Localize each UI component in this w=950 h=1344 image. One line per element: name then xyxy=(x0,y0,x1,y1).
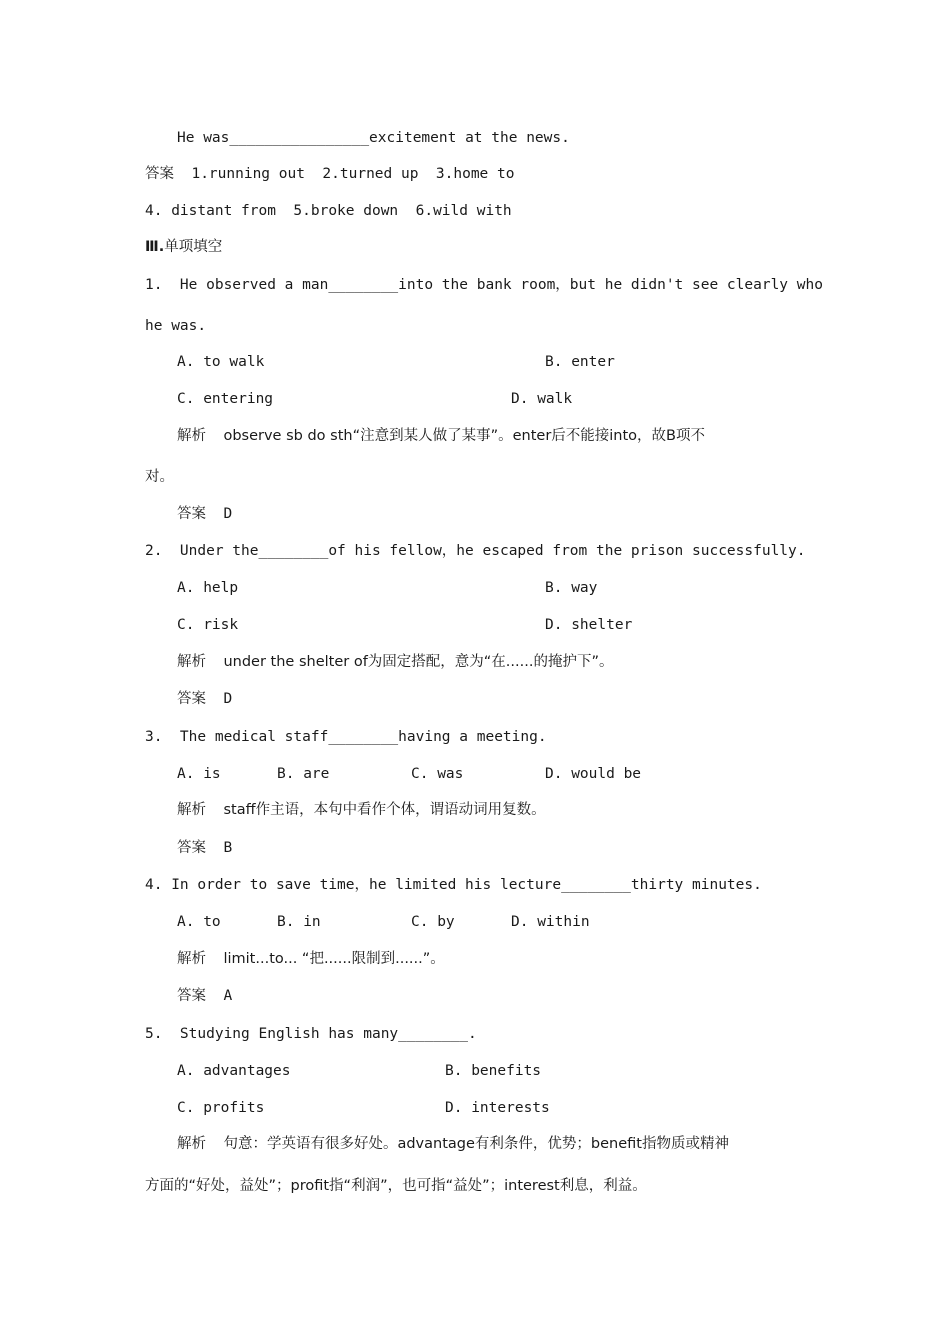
q1-analysis-line-1 xyxy=(177,426,705,446)
q5-analysis-line-2: 方面的“好处，益处”；profit指“利润”，也可指“益处”；interest利息，利益。 xyxy=(145,1178,647,1194)
analysis-text: 句意：学英语有很多好处。advantage有利条件，优势；benefit指物质或精神 xyxy=(223,1136,729,1152)
answer-text: 1.running out 2.turned up 3.home to xyxy=(191,166,515,182)
q5-stem-line-1: 5. Studying English has many________. xyxy=(145,1026,477,1042)
q2-stem-line-1: 2. Under the________of his fellow，he escaped from the prison successfully. xyxy=(145,543,806,559)
section-heading xyxy=(145,237,222,257)
q3-stem-line-1: 3. The medical staff________having a meeting. xyxy=(145,729,547,745)
q3-analysis-line-1 xyxy=(177,800,546,820)
q3-option-c: C. was xyxy=(411,766,464,782)
section-roman: Ⅲ. xyxy=(145,239,165,255)
q1-analysis-line-2: 对。 xyxy=(145,469,174,485)
q4-option-d: D. within xyxy=(511,914,590,930)
q4-answer xyxy=(177,986,232,1006)
q2-analysis-line-1 xyxy=(177,652,613,672)
q2-option-a: A. help xyxy=(177,580,239,596)
q1-option-d: D. walk xyxy=(511,391,573,407)
analysis-text: staff作主语，本句中看作个体，谓语动词用复数。 xyxy=(223,802,546,818)
q5-analysis-line-1 xyxy=(177,1134,729,1154)
q2-option-d: D. shelter xyxy=(545,617,633,633)
answer-label: 答案 xyxy=(177,840,206,856)
q5-option-b: B. benefits xyxy=(445,1063,542,1079)
q2-answer xyxy=(177,689,232,709)
answer-value: A xyxy=(223,988,233,1004)
q5-option-c: C. profits xyxy=(177,1100,265,1116)
q3-option-a: A. is xyxy=(177,766,221,782)
answer-label: 答案 xyxy=(177,691,206,707)
q4-analysis-line-1 xyxy=(177,949,445,969)
analysis-text: under the shelter of为固定搭配，意为“在......的掩护下”。 xyxy=(223,654,614,670)
q3-option-b: B. are xyxy=(277,766,330,782)
answer-value: B xyxy=(223,840,233,856)
q4-stem-line-1: 4. In order to save time，he limited his lecture________thirty minutes. xyxy=(145,877,762,893)
q1-stem-line-1: 1. He observed a man________into the bank room，but he didn't see clearly who xyxy=(145,277,823,293)
q1-answer xyxy=(177,504,232,524)
q1-option-b: B. enter xyxy=(545,354,615,370)
analysis-text: limit...to... “把......限制到......”。 xyxy=(223,951,445,967)
answer-label: 答案 xyxy=(145,166,174,182)
prev-answer-line-1 xyxy=(145,164,514,184)
q1-option-c: C. entering xyxy=(177,391,274,407)
analysis-label: 解析 xyxy=(177,802,206,818)
q4-option-b: B. in xyxy=(277,914,321,930)
q1-option-a: A. to walk xyxy=(177,354,265,370)
prev-sentence: He was________________excitement at the news. xyxy=(177,130,570,146)
q5-option-d: D. interests xyxy=(445,1100,550,1116)
q1-stem-line-2: he was. xyxy=(145,318,207,334)
q4-option-c: C. by xyxy=(411,914,455,930)
q3-answer xyxy=(177,838,232,858)
q2-option-b: B. way xyxy=(545,580,598,596)
analysis-label: 解析 xyxy=(177,951,206,967)
analysis-label: 解析 xyxy=(177,654,206,670)
q4-option-a: A. to xyxy=(177,914,221,930)
answer-value: D xyxy=(223,691,233,707)
analysis-label: 解析 xyxy=(177,428,206,444)
answer-label: 答案 xyxy=(177,506,206,522)
answer-value: D xyxy=(223,506,233,522)
prev-answer-line-2: 4. distant from 5.broke down 6.wild with xyxy=(145,203,512,219)
analysis-label: 解析 xyxy=(177,1136,206,1152)
q5-option-a: A. advantages xyxy=(177,1063,291,1079)
analysis-text: observe sb do sth“注意到某人做了某事”。enter后不能接into，故B项不 xyxy=(223,428,705,444)
q3-option-d: D. would be xyxy=(545,766,642,782)
q2-option-c: C. risk xyxy=(177,617,239,633)
answer-label: 答案 xyxy=(177,988,206,1004)
section-title: 单项填空 xyxy=(164,239,223,255)
